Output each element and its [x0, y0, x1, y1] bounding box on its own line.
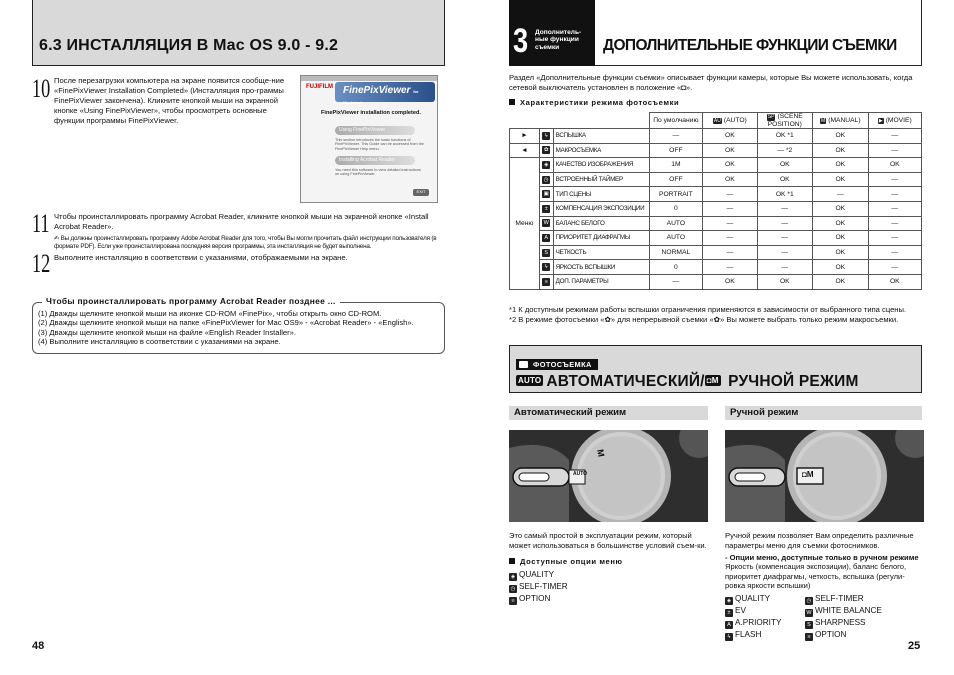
list-item: ◈ QUALITY: [510, 569, 555, 580]
row-icon-cell: [539, 187, 553, 202]
step-12-text: Выполните инсталляцию в соответствии с указаниями, отображаемыми на экране.: [54, 253, 348, 262]
table-cell: —: [703, 216, 757, 231]
setting-icon: ▣: [543, 191, 549, 198]
auto-mode-subheading: Автоматический режим: [509, 406, 708, 420]
table-cell: —: [703, 187, 757, 202]
col-movie: ▶ (MOVIE): [868, 113, 921, 129]
table-cell: —: [649, 129, 703, 144]
col-default: По умолчанию: [649, 113, 703, 129]
table-cell: OK: [703, 274, 757, 289]
row-icon-cell: [539, 245, 553, 260]
setting-name: ТИП СЦЕНЫ: [553, 187, 649, 202]
setting-name: ПРИОРИТЕТ ДИАФРАГМЫ: [553, 231, 649, 246]
dial-m-label: M: [595, 448, 607, 458]
setting-name: ДОП. ПАРАМЕТРЫ: [553, 274, 649, 289]
setting-icon: ≡: [542, 278, 550, 286]
table-cell: —: [649, 274, 703, 289]
step-11-text: Чтобы проинсталлировать программу Acrobat Reader, кликните кнопкой мыши на экранной кнопке «Install Acrobat Reader».: [54, 212, 429, 231]
fujifilm-logo: FUJIFILM: [306, 84, 333, 90]
table-cell: OK: [757, 172, 813, 187]
scene-mode-icon: SP: [767, 114, 775, 120]
list-item: ≡ OPTION: [805, 629, 905, 641]
table-row: [510, 231, 922, 246]
table-header-row: [510, 113, 922, 129]
table-cell: OK: [813, 260, 869, 275]
table-cell: — *2: [757, 143, 813, 158]
list-item: A A.PRIORITY: [725, 617, 805, 629]
white-balance-icon: W: [806, 609, 812, 616]
setting-icon: A: [542, 234, 550, 242]
row-icon-cell: [539, 201, 553, 216]
option-icon: ≡: [509, 597, 517, 605]
row-icon-cell: [539, 231, 553, 246]
step-10-number: 10: [32, 74, 51, 103]
self-timer-icon: ◷: [806, 597, 812, 604]
manual-avail-heading: - Опции меню, доступные только в ручном режиме: [725, 553, 919, 563]
table-cell: —: [703, 260, 757, 275]
auto-badge-icon: AUTO: [518, 376, 542, 385]
table-cell: —: [868, 129, 921, 144]
table-cell: 1M: [649, 158, 703, 173]
manual-mode-description: Ручной режим позволяет Вам определить различные параметры меню для съемки фотоснимков. - Опции меню, доступные только в ручном режиме Яркость (компенсация экспозиции), баланс белого, приоритет диафрагмы, четкость, вспышка (регули-ровка яркости вспышки) ◈ QUALITY ◷ SELF-TIMER ± EV W WHITE BALANCE A A.PRIORITY S SHARPNESS ϟ FLASH ≡ OPTION: [725, 531, 923, 641]
row-icon-cell: [539, 172, 553, 187]
table-cell: OK: [813, 231, 869, 246]
table-cell: —: [868, 143, 921, 158]
step-11-number: 11: [32, 209, 50, 238]
page-number-left: 48: [32, 640, 45, 652]
row-icon-cell: [539, 216, 553, 231]
flash-icon: ϟ: [725, 633, 733, 641]
table-cell: —: [868, 231, 921, 246]
table-row: [510, 245, 922, 260]
step-10-text: После перезагрузки компьютера на экране появится сообще-ние «FinePixViewer Installation Completed» (Инсталляция про-граммы FinePixViewer закончена). Кликните кнопкой мыши на экранной кнопке «Using FinePixViewer», чтобы просмотреть основные функции программы FinePixViewer.: [54, 76, 285, 125]
camera-icon: ◘: [681, 82, 686, 92]
chapter-number: 3: [513, 22, 529, 60]
setting-name: КАЧЕСТВО ИЗОБРАЖЕНИЯ: [553, 158, 649, 173]
note-icon: ✍: [54, 235, 61, 242]
table-cell: NORMAL: [649, 245, 703, 260]
setting-icon: ±: [542, 205, 550, 213]
table-cell: OFF: [649, 143, 703, 158]
setting-icon: ◷: [543, 176, 549, 183]
finepixviewer-banner: FinePixViewer for Macintosh: [335, 82, 435, 102]
mode-dial-auto-photo: [509, 430, 708, 522]
mode-dial-manual-photo: [725, 430, 924, 522]
row-arrow: ◄: [510, 143, 540, 158]
installing-acrobat-button[interactable]: Installing Acrobat Reader: [335, 156, 415, 165]
list-item: (1) Дважды щелкните кнопкой мыши на иконке CD-ROM «FinePix», чтобы открыть окно CD-ROM.: [38, 309, 382, 318]
list-item: ≡ OPTION: [509, 593, 709, 605]
table-row: [510, 274, 922, 289]
table-cell: 0: [649, 260, 703, 275]
quality-icon: ◈: [726, 597, 732, 604]
setting-icon: ◈: [544, 161, 549, 168]
manual-camera-icon: ◘M: [706, 376, 719, 385]
col-auto: AU (AUTO): [703, 113, 757, 129]
table-cell: OK: [813, 158, 869, 173]
shooting-modes-table: [509, 112, 922, 290]
table-cell: OK *1: [757, 187, 813, 202]
camera-icon: ◘: [802, 470, 807, 479]
list-item: ϟ FLASH: [725, 629, 805, 641]
setting-icon: ✿: [543, 147, 549, 154]
table-cell: OK: [813, 172, 869, 187]
table-cell: OK *1: [757, 129, 813, 144]
table-row: [510, 201, 922, 216]
auto-manual-title: AUTO АВТОМАТИЧЕСКИЙ/ ◘M РУЧНОЙ РЕЖИМ: [518, 373, 859, 390]
table-row: [510, 143, 922, 158]
row-icon-cell: [539, 129, 553, 144]
table-cell: —: [757, 231, 813, 246]
table-cell: PORTRAIT: [649, 187, 703, 202]
setting-icon: W: [543, 220, 549, 227]
table-cell: OK: [813, 216, 869, 231]
table-row: [510, 172, 922, 187]
table-cell: —: [868, 172, 921, 187]
table-cell: OK: [757, 158, 813, 173]
table-cell: —: [868, 216, 921, 231]
chapter-label: Дополнитель- ные функции съемки: [535, 29, 582, 51]
ev-icon: ±: [725, 609, 733, 617]
table-cell: OK: [813, 129, 869, 144]
row-icon-cell: [539, 158, 553, 173]
installer-screenshot: [300, 75, 438, 203]
table-cell: —: [757, 260, 813, 275]
setting-name: ЯРКОСТЬ ВСПЫШКИ: [553, 260, 649, 275]
manual-mode-icon: M: [821, 118, 826, 124]
table-cell: OK: [868, 158, 921, 173]
row-icon-cell: [539, 143, 553, 158]
table-cell: OFF: [649, 172, 703, 187]
table-cell: —: [703, 231, 757, 246]
table-cell: OK: [813, 274, 869, 289]
table-cell: —: [868, 245, 921, 260]
list-item: ◷ SELF-TIMER: [806, 593, 864, 604]
auto-mode-description: Это самый простой в эксплуатации режим, который может использоваться в большинстве условий съем-ки. Доступные опции меню ◈ QUALITY ◷ SELF-TIMER ≡ OPTION: [509, 531, 709, 605]
col-scene: SP (SCENE POSITION): [757, 113, 813, 129]
manual-mode-subheading: Ручной режим: [725, 406, 922, 420]
list-item: ± EV: [725, 605, 805, 617]
list-item: (2) Дважды щелкните кнопкой мыши на папке «FinePixViewer for Mac OS9» - «Acrobat Reader» - «English».: [38, 318, 414, 328]
table-cell: OK: [813, 201, 869, 216]
list-item: S SHARPNESS: [805, 617, 905, 629]
movie-mode-icon: ▶: [878, 118, 883, 124]
table-cell: OK: [703, 129, 757, 144]
step-12-number: 12: [32, 249, 51, 278]
bullet-square-icon: [509, 558, 515, 564]
table-cell: OK: [813, 143, 869, 158]
table-cell: —: [868, 260, 921, 275]
list-item: (4) Выполните инсталляцию в соответствии с указаниями на экране.: [38, 337, 281, 347]
table-cell: —: [757, 201, 813, 216]
acrobat-later-title: Чтобы проинсталлировать программу Acrobat Reader позднее ...: [42, 296, 340, 306]
table-row: [510, 216, 922, 231]
list-item: W WHITE BALANCE: [806, 605, 882, 616]
table-cell: 0: [649, 201, 703, 216]
table-row: [510, 260, 922, 275]
step-11-note: ✍ Вы должны проинсталлировать программу Adobe Acrobat Reader для того, чтобы Вы могли прочитать файл инструкции пользователя (в формате PDF). Если уже проинсталлирована последняя версия программы, эта инсталляция не будет выполнена.: [54, 235, 437, 250]
col-manual: M (MANUAL): [813, 113, 869, 129]
table-cell: —: [757, 216, 813, 231]
table-cell: AUTO: [649, 216, 703, 231]
chapter-title: ДОПОЛНИТЕЛЬНЫЕ ФУНКЦИИ СЪЕМКИ: [603, 37, 897, 54]
left-section-header: [32, 0, 445, 66]
camera-icon: [519, 361, 528, 368]
chapter-badge: [509, 0, 595, 66]
setting-name: ВСТРОЕННЫЙ ТАЙМЕР: [553, 172, 649, 187]
exit-button[interactable]: EXIT: [413, 189, 429, 196]
table-cell: OK: [703, 158, 757, 173]
table-row: [510, 187, 922, 202]
option-icon: ≡: [805, 633, 813, 641]
page-number-right: 25: [908, 640, 921, 652]
photo-mode-tag: ФОТОСЪЕМКА: [516, 359, 598, 370]
setting-icon: ϟ: [542, 263, 550, 271]
acrobat-later-steps: [38, 309, 438, 347]
table-cell: —: [868, 187, 921, 202]
setting-name: МАКРОСЪЕМКА: [553, 143, 649, 158]
aperture-priority-icon: A: [725, 621, 733, 629]
menu-label: Меню: [510, 158, 540, 289]
table-cell: AUTO: [649, 231, 703, 246]
table-cell: OK: [813, 245, 869, 260]
row-icon-cell: [539, 274, 553, 289]
table-cell: —: [868, 201, 921, 216]
table-cell: OK: [868, 274, 921, 289]
dial-auto-label: AUTO: [573, 471, 588, 477]
list-item: ◈ QUALITY: [726, 593, 771, 604]
table-cell: —: [703, 201, 757, 216]
list-item: ◷ SELF-TIMER: [510, 581, 568, 592]
table-footnotes: [509, 305, 922, 324]
list-item: (3) Дважды щелкните кнопкой мыши на файле «English Reader Installer».: [38, 327, 296, 337]
using-finepixviewer-button[interactable]: Using FinePixViewer: [335, 126, 415, 135]
self-timer-icon: ◷: [510, 585, 516, 592]
table-cell: OK: [703, 172, 757, 187]
row-arrow: ►: [510, 129, 540, 144]
table-cell: —: [757, 245, 813, 260]
section-title: 6.3 ИНСТАЛЛЯЦИЯ В Mac OS 9.0 - 9.2: [39, 37, 339, 54]
installing-note: You need this software to view detailed instructions on using FinePixViewer.: [335, 168, 421, 177]
using-note: This section introduces the basic functions of FinePixViewer. This Guide can be accessed from the FinePixViewer Help menu.: [335, 138, 424, 151]
setting-name: БАЛАНС БЕЛОГО: [553, 216, 649, 231]
table-row: [510, 129, 922, 144]
intro-paragraph: Раздел «Дополнительные функции съемки» описывает функции камеры, которые Вы можете использовать, когда сетевой выключатель установлен в положение «◘».: [509, 73, 913, 92]
setting-icon: S: [542, 249, 550, 257]
quality-icon: ◈: [510, 573, 516, 580]
row-icon-cell: [539, 260, 553, 275]
table-cell: —: [703, 245, 757, 260]
table-heading: Характеристики режима фотосъемки: [509, 98, 679, 107]
manual-avail-desc: Яркость (компенсация экспозиции), баланс белого, приоритет диафрагмы, четкость, вспышка (регули-ровка яркости вспышки): [725, 562, 907, 591]
sharpness-icon: S: [805, 621, 813, 629]
table-cell: —: [813, 187, 869, 202]
setting-name: ЧЕТКОСТЬ: [553, 245, 649, 260]
installation-completed-text: FinePixViewer installation completed.: [321, 110, 421, 116]
footnote-2: *2 В режиме фотосъемки «✿» для непрерывной съемки «✿» Вы можете выбрать только режим макросъемки.: [509, 314, 899, 324]
setting-name: ВСПЫШКА: [553, 129, 649, 144]
setting-icon: ϟ: [542, 132, 550, 140]
footnote-1: *1 К доступным режимам работы вспышки ограничения применяются в зависимости от выбранного типа сцены.: [509, 305, 907, 314]
setting-name: КОМПЕНСАЦИЯ ЭКСПОЗИЦИИ: [553, 201, 649, 216]
auto-mode-icon: AU: [713, 118, 721, 124]
table-row: [510, 158, 922, 173]
table-cell: OK: [703, 143, 757, 158]
dial-manual-label: ◘M: [802, 470, 814, 479]
bullet-square-icon: [509, 99, 515, 105]
table-cell: OK: [757, 274, 813, 289]
